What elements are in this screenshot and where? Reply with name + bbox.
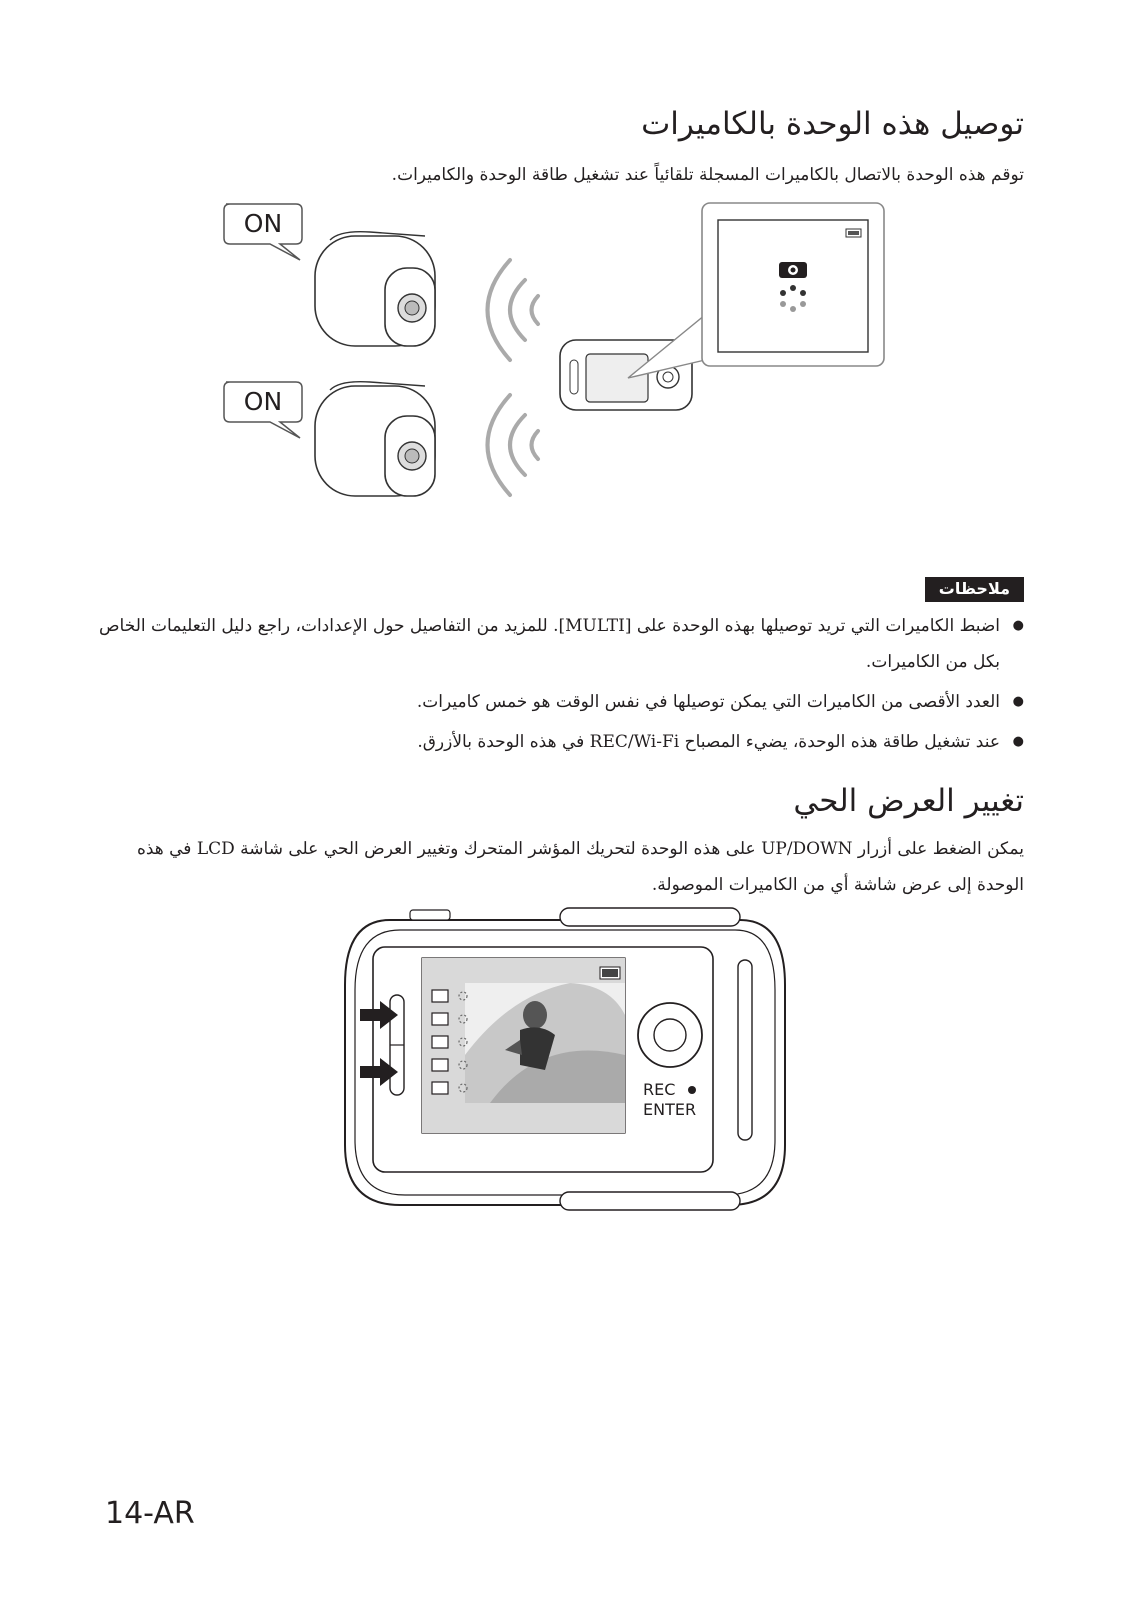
live-view-photo <box>465 983 625 1103</box>
enter-label: ENTER <box>643 1100 697 1119</box>
on-label-1: ON <box>243 209 283 238</box>
on-callout-1 <box>224 204 302 260</box>
wireless-signal-icon <box>488 395 539 495</box>
note-item: ● اضبط الكاميرات التي تريد توصيلها بهذه الوحدة على [MULTI]. للمزيد من التفاصيل حول الإعدادات، راجع دليل التعليمات الخاص بكل من الكاميرات. <box>74 608 1024 680</box>
section-body-connect: توقم هذه الوحدة بالاتصال بالكاميرات المسجلة تلقائياً عند تشغيل طاقة الوحدة والكاميرات. <box>391 165 1024 185</box>
section-body-live-view: يمكن الضغط على أزرار UP/DOWN على هذه الوحدة لتحريك المؤشر المتحرك وتغيير العرض الحي على شاشة LCD في هذه الوحدة إلى عرض شاشة أي من الكاميرات الموصولة. <box>136 839 1024 895</box>
note-item: ● عند تشغيل طاقة هذه الوحدة، يضيء المصباح REC/Wi-Fi في هذه الوحدة بالأزرق. <box>74 724 1024 760</box>
note-item: ● العدد الأقصى من الكاميرات التي يمكن توصيلها في نفس الوقت هو خمس كاميرات. <box>74 684 1024 720</box>
page-number: 14-AR <box>105 1496 195 1531</box>
on-label-2: ON <box>243 387 283 416</box>
rec-label: REC <box>643 1080 676 1099</box>
camera-icon <box>315 382 435 496</box>
remote-live-view-illustration <box>340 905 810 1215</box>
section-title-connect: توصيل هذه الوحدة بالكاميرات <box>641 106 1024 142</box>
screen-zoom-callout <box>628 203 884 378</box>
connection-illustration <box>220 200 920 530</box>
notes-badge: ملاحظات <box>925 577 1024 602</box>
camera-icon <box>315 232 435 346</box>
section-title-live-view: تغيير العرض الحي <box>793 783 1024 819</box>
wireless-signal-icon <box>488 260 539 360</box>
on-callout-2 <box>224 382 302 438</box>
notes-list <box>74 608 1024 764</box>
